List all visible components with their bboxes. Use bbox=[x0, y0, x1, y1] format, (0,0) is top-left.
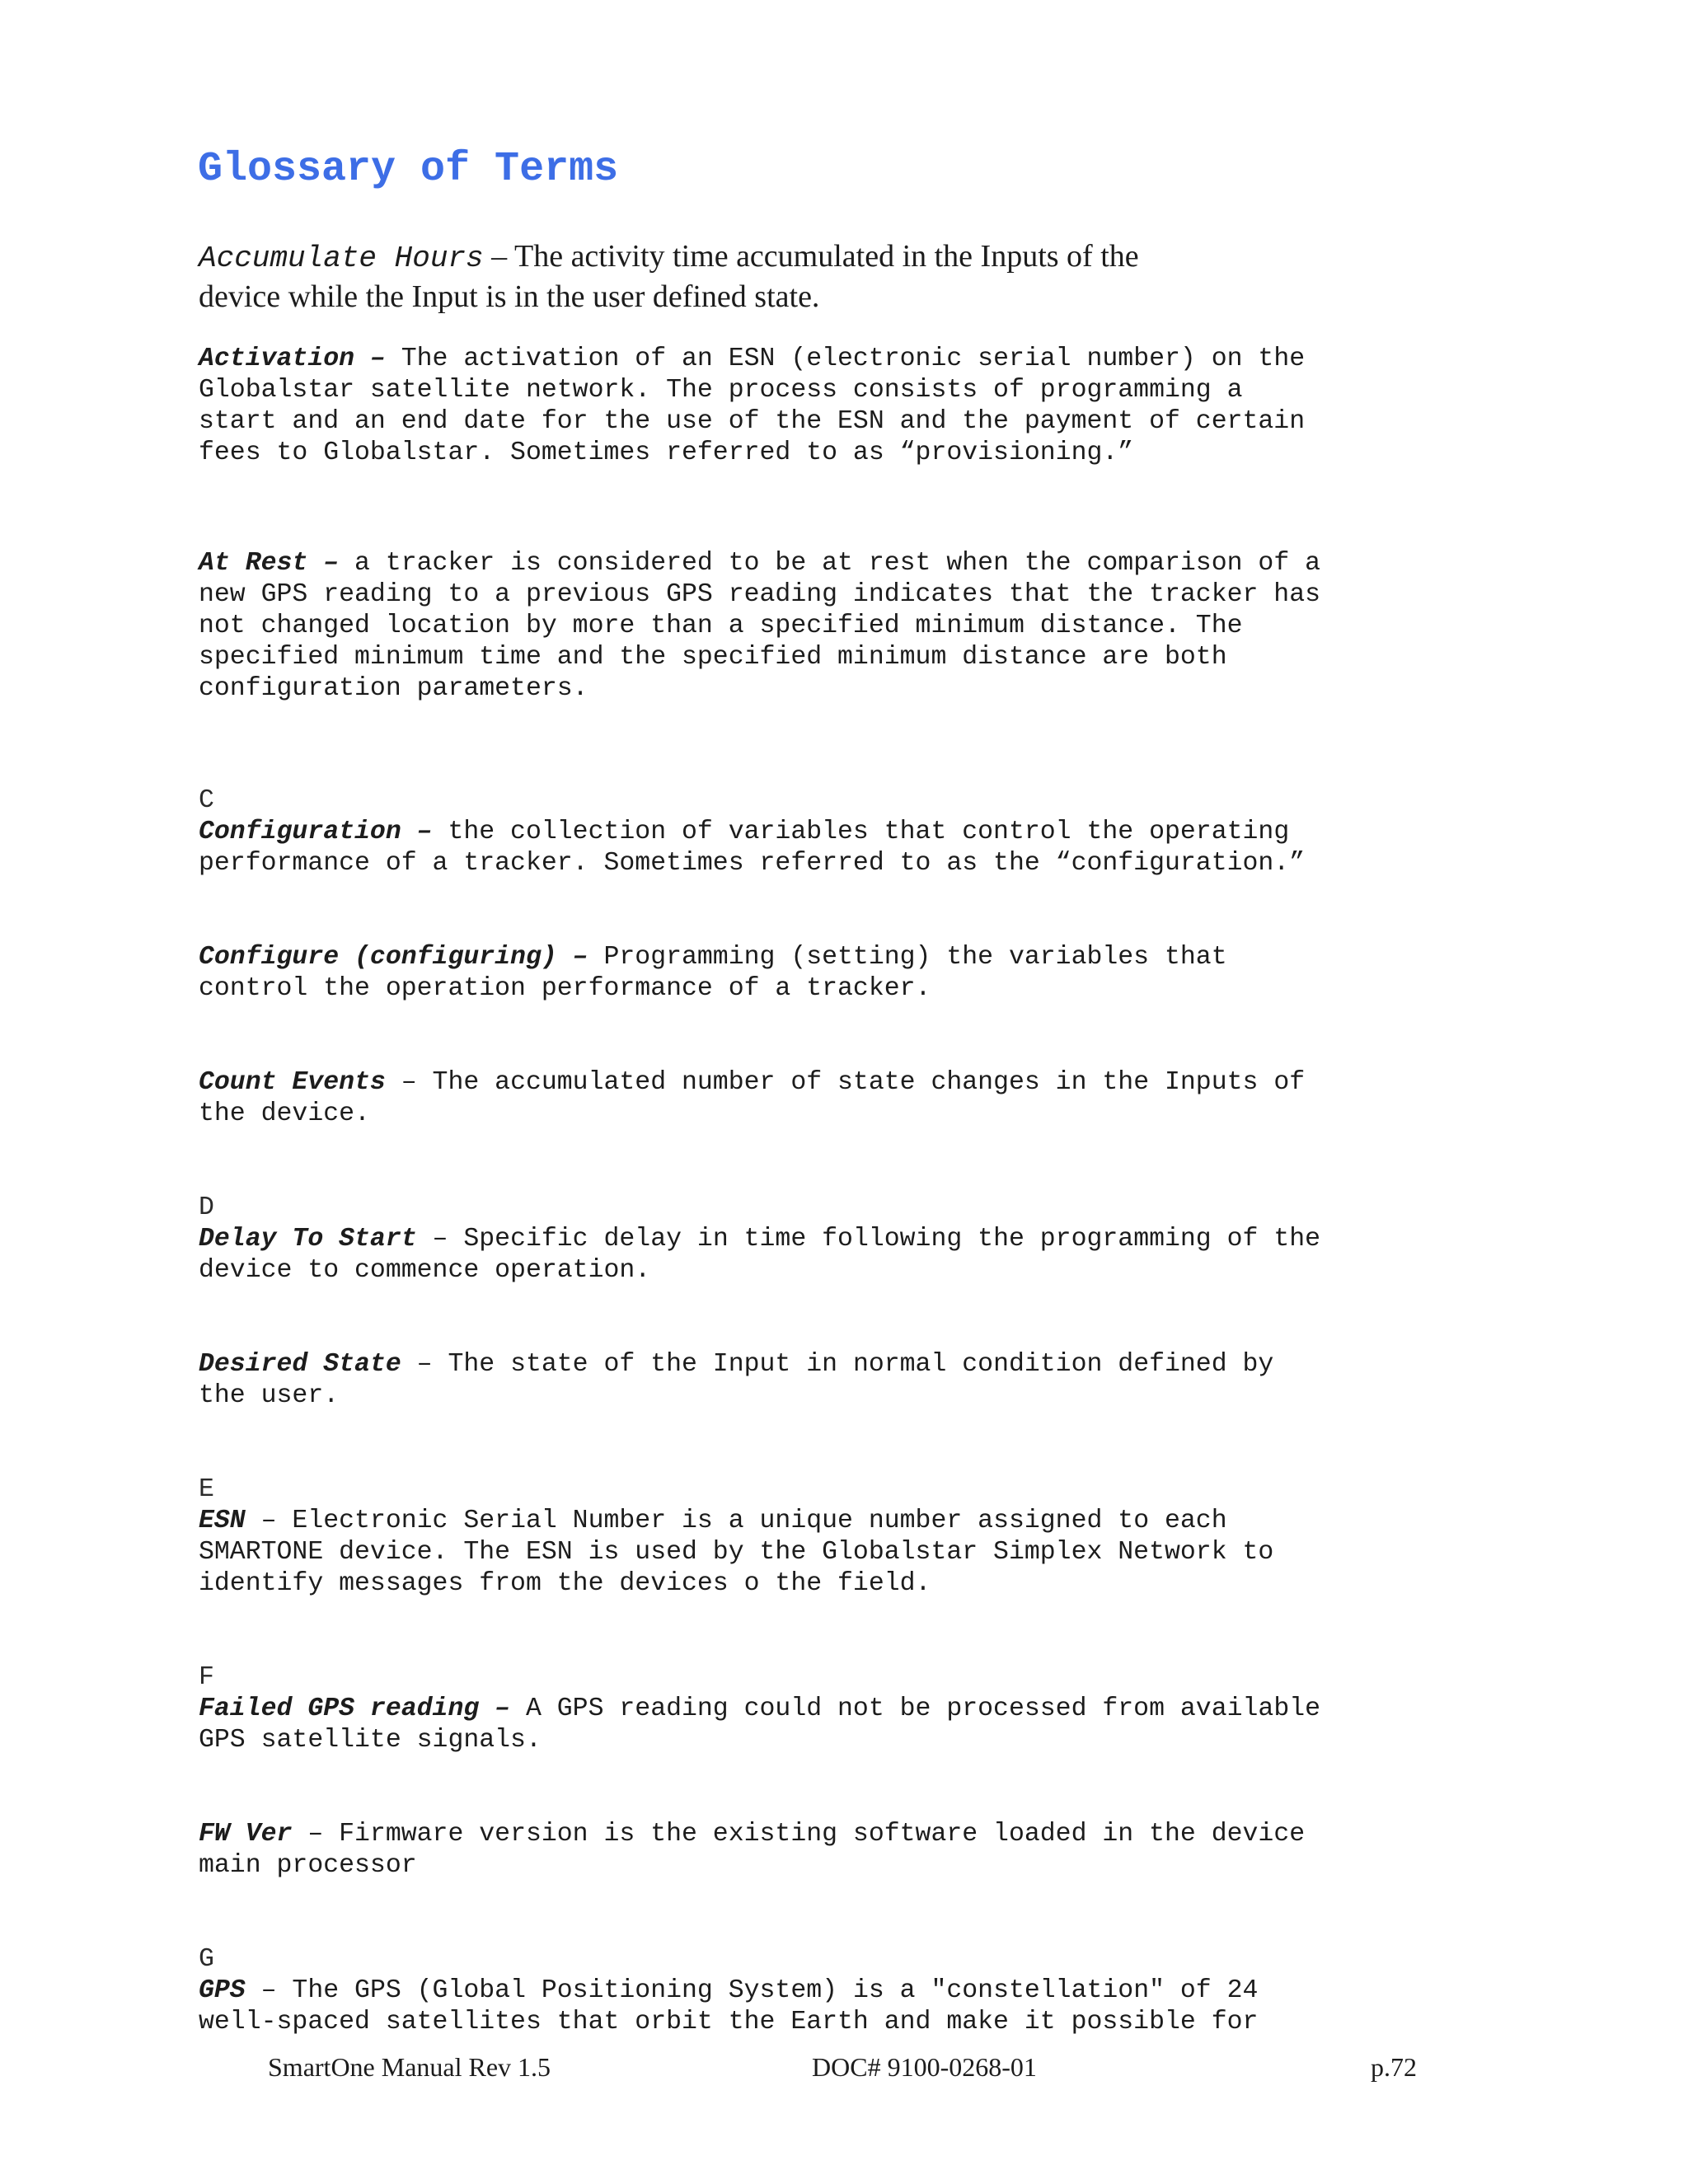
glossary-term: Count Events bbox=[199, 1068, 386, 1097]
glossary-entry-count-events bbox=[199, 1067, 1435, 1130]
definition-line: well-spaced satellites that orbit the Earth and make it possible for bbox=[199, 2008, 1259, 2036]
definition-line: configuration parameters. bbox=[199, 674, 588, 703]
definition-line: SMARTONE device. The ESN is used by the Globalstar Simplex Network to bbox=[199, 1538, 1274, 1567]
glossary-term: Desired State bbox=[199, 1350, 401, 1379]
definition-line: the user. bbox=[199, 1381, 340, 1410]
definition-line: device to commence operation. bbox=[199, 1256, 651, 1285]
definition-line: A GPS reading could not be processed from available bbox=[510, 1694, 1321, 1723]
definition-line: identify messages from the devices o the field. bbox=[199, 1569, 931, 1598]
glossary-entry-fw-ver bbox=[199, 1819, 1435, 1882]
glossary-term: GPS bbox=[199, 1976, 246, 2005]
glossary-entry-accumulate-hours bbox=[199, 237, 1435, 316]
definition-line: the collection of variables that control the operating bbox=[432, 818, 1290, 846]
glossary-entry-at-rest bbox=[199, 548, 1435, 705]
footer-page-number: p.72 bbox=[1371, 2052, 1417, 2082]
definition-line: – Specific delay in time following the programming of the bbox=[416, 1225, 1321, 1254]
definition-line: The activity time accumulated in the Inputs of the bbox=[513, 239, 1139, 274]
definition-line: The activation of an ESN (electronic serial number) on the bbox=[385, 344, 1306, 373]
definition-line: Programming (setting) the variables that bbox=[588, 943, 1227, 972]
definition-line: main processor bbox=[199, 1851, 417, 1880]
section-letter-g: G bbox=[199, 1945, 214, 1974]
definition-line: – The GPS (Global Positioning System) is a "constellation" of 24 bbox=[245, 1976, 1259, 2005]
page-title: Glossary of Terms bbox=[198, 146, 619, 193]
definition-line: control the operation performance of a tracker. bbox=[199, 974, 931, 1003]
definition-line: the device. bbox=[199, 1099, 370, 1128]
definition-line: not changed location by more than a specified minimum distance. The bbox=[199, 612, 1243, 640]
definition-line: fees to Globalstar. Sometimes referred to as “provisioning.” bbox=[199, 438, 1134, 467]
glossary-term: Configuration – bbox=[199, 818, 433, 846]
definition-line: Globalstar satellite network. The process consists of programming a bbox=[199, 376, 1243, 405]
definition-line: – The state of the Input in normal condition defined by bbox=[401, 1350, 1274, 1379]
glossary-term: FW Ver bbox=[199, 1820, 293, 1849]
definition-line: a tracker is considered to be at rest when the comparison of a bbox=[339, 549, 1321, 578]
glossary-term: Failed GPS reading – bbox=[199, 1694, 511, 1723]
definition-line: performance of a tracker. Sometimes referred to as the “configuration.” bbox=[199, 849, 1306, 878]
glossary-term: At Rest – bbox=[199, 549, 340, 578]
section-letter-f: F bbox=[199, 1663, 214, 1692]
definition-line: – Firmware version is the existing software loaded in the device bbox=[292, 1820, 1306, 1849]
glossary-term: Configure (configuring) – bbox=[199, 943, 588, 972]
definition-line: – The accumulated number of state changes in the Inputs of bbox=[385, 1068, 1306, 1097]
section-letter-d: D bbox=[199, 1193, 214, 1222]
glossary-entry-esn bbox=[199, 1506, 1435, 1600]
definition-line: start and an end date for the use of the ESN and the payment of certain bbox=[199, 407, 1306, 436]
glossary-entry-gps bbox=[199, 1975, 1435, 2038]
glossary-content bbox=[199, 237, 1435, 2038]
glossary-entry-activation bbox=[199, 344, 1435, 469]
glossary-entry-delay-to-start bbox=[199, 1224, 1435, 1286]
glossary-term: Accumulate Hours bbox=[199, 241, 484, 275]
term-separator: – bbox=[483, 239, 514, 274]
glossary-entry-desired-state bbox=[199, 1349, 1435, 1412]
definition-line: specified minimum time and the specified minimum distance are both bbox=[199, 643, 1227, 672]
glossary-term: ESN bbox=[199, 1507, 246, 1535]
definition-line: – Electronic Serial Number is a unique number assigned to each bbox=[245, 1507, 1227, 1535]
footer-manual-revision: SmartOne Manual Rev 1.5 bbox=[268, 2052, 551, 2082]
footer-document-number: DOC# 9100-0268-01 bbox=[812, 2052, 1037, 2082]
glossary-entry-configuration bbox=[199, 817, 1435, 879]
glossary-term: Delay To Start bbox=[199, 1225, 417, 1254]
definition-line: device while the Input is in the user defined state. bbox=[199, 279, 820, 314]
definition-line: GPS satellite signals. bbox=[199, 1726, 542, 1755]
glossary-entry-failed-gps-reading bbox=[199, 1694, 1435, 1756]
section-letter-c: C bbox=[199, 786, 214, 815]
glossary-entry-configure bbox=[199, 942, 1435, 1005]
glossary-term: Activation – bbox=[199, 344, 386, 373]
section-letter-e: E bbox=[199, 1475, 214, 1504]
definition-line: new GPS reading to a previous GPS reading indicates that the tracker has bbox=[199, 580, 1321, 609]
